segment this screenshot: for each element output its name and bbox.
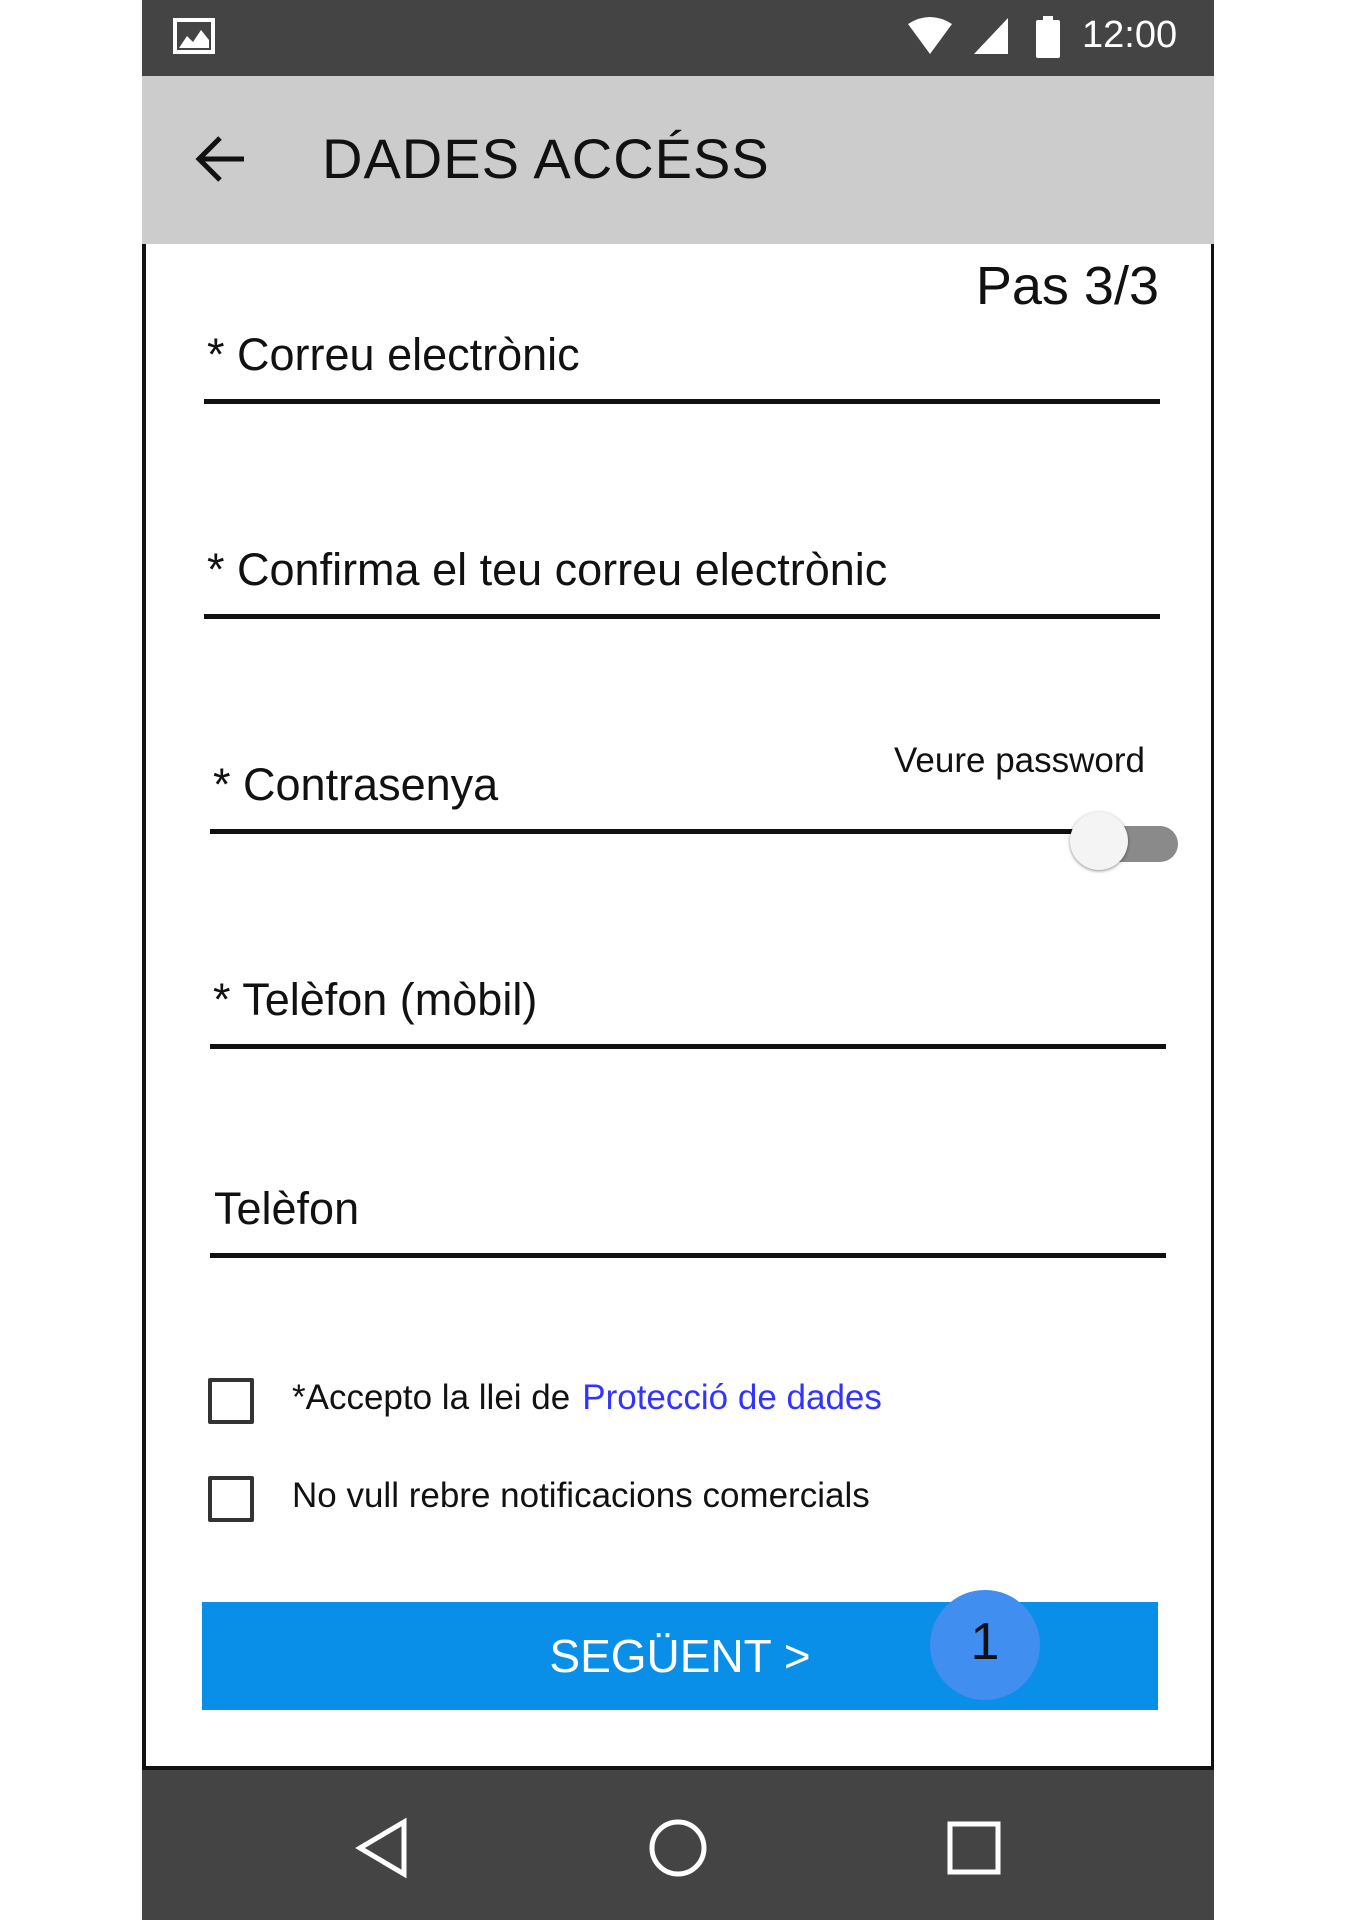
privacy-checkbox-label [292, 1377, 882, 1419]
notifications-checkbox[interactable] [208, 1476, 254, 1522]
privacy-prefix: *Accepto la llei de [292, 1378, 571, 1417]
nav-back-icon[interactable] [350, 1816, 414, 1880]
arrow-left-icon[interactable] [186, 124, 256, 194]
password-label: * Contrasenya [213, 759, 499, 810]
email-confirm-label: * Confirma el teu correu electrònic [207, 544, 888, 595]
email-underline [204, 399, 1160, 404]
next-button[interactable]: SEGÜENT > [202, 1602, 1158, 1710]
phone-screen [142, 0, 1214, 1920]
email-confirm-underline [204, 614, 1160, 619]
email-label: * Correu electrònic [207, 329, 580, 380]
show-password-label: Veure password [894, 741, 1145, 780]
app-bar [142, 76, 1214, 244]
nav-recents-icon[interactable] [942, 1816, 1006, 1880]
cell-signal-icon [972, 16, 1010, 56]
privacy-checkbox[interactable] [208, 1378, 254, 1424]
phone-underline [210, 1253, 1166, 1258]
password-underline [210, 829, 1080, 834]
wifi-icon [907, 16, 953, 56]
nav-home-icon[interactable] [646, 1816, 710, 1880]
mobile-phone-label: * Telèfon (mòbil) [213, 974, 538, 1025]
mobile-phone-underline [210, 1044, 1166, 1049]
form-container [142, 244, 1214, 1770]
status-bar [142, 0, 1214, 76]
gallery-icon [173, 18, 215, 54]
navigation-bar [142, 1770, 1214, 1920]
battery-icon [1036, 16, 1060, 58]
step-badge: 1 [930, 1590, 1040, 1700]
notifications-checkbox-label: No vull rebre notificacions comercials [292, 1476, 870, 1515]
phone-label: Telèfon [214, 1183, 360, 1234]
page-title: DADES ACCÉSS [322, 127, 770, 190]
privacy-policy-link[interactable]: Protecció de dades [582, 1378, 882, 1417]
toggle-knob [1070, 812, 1128, 870]
step-indicator: Pas 3/3 [975, 256, 1159, 316]
status-time: 12:00 [1082, 14, 1178, 56]
